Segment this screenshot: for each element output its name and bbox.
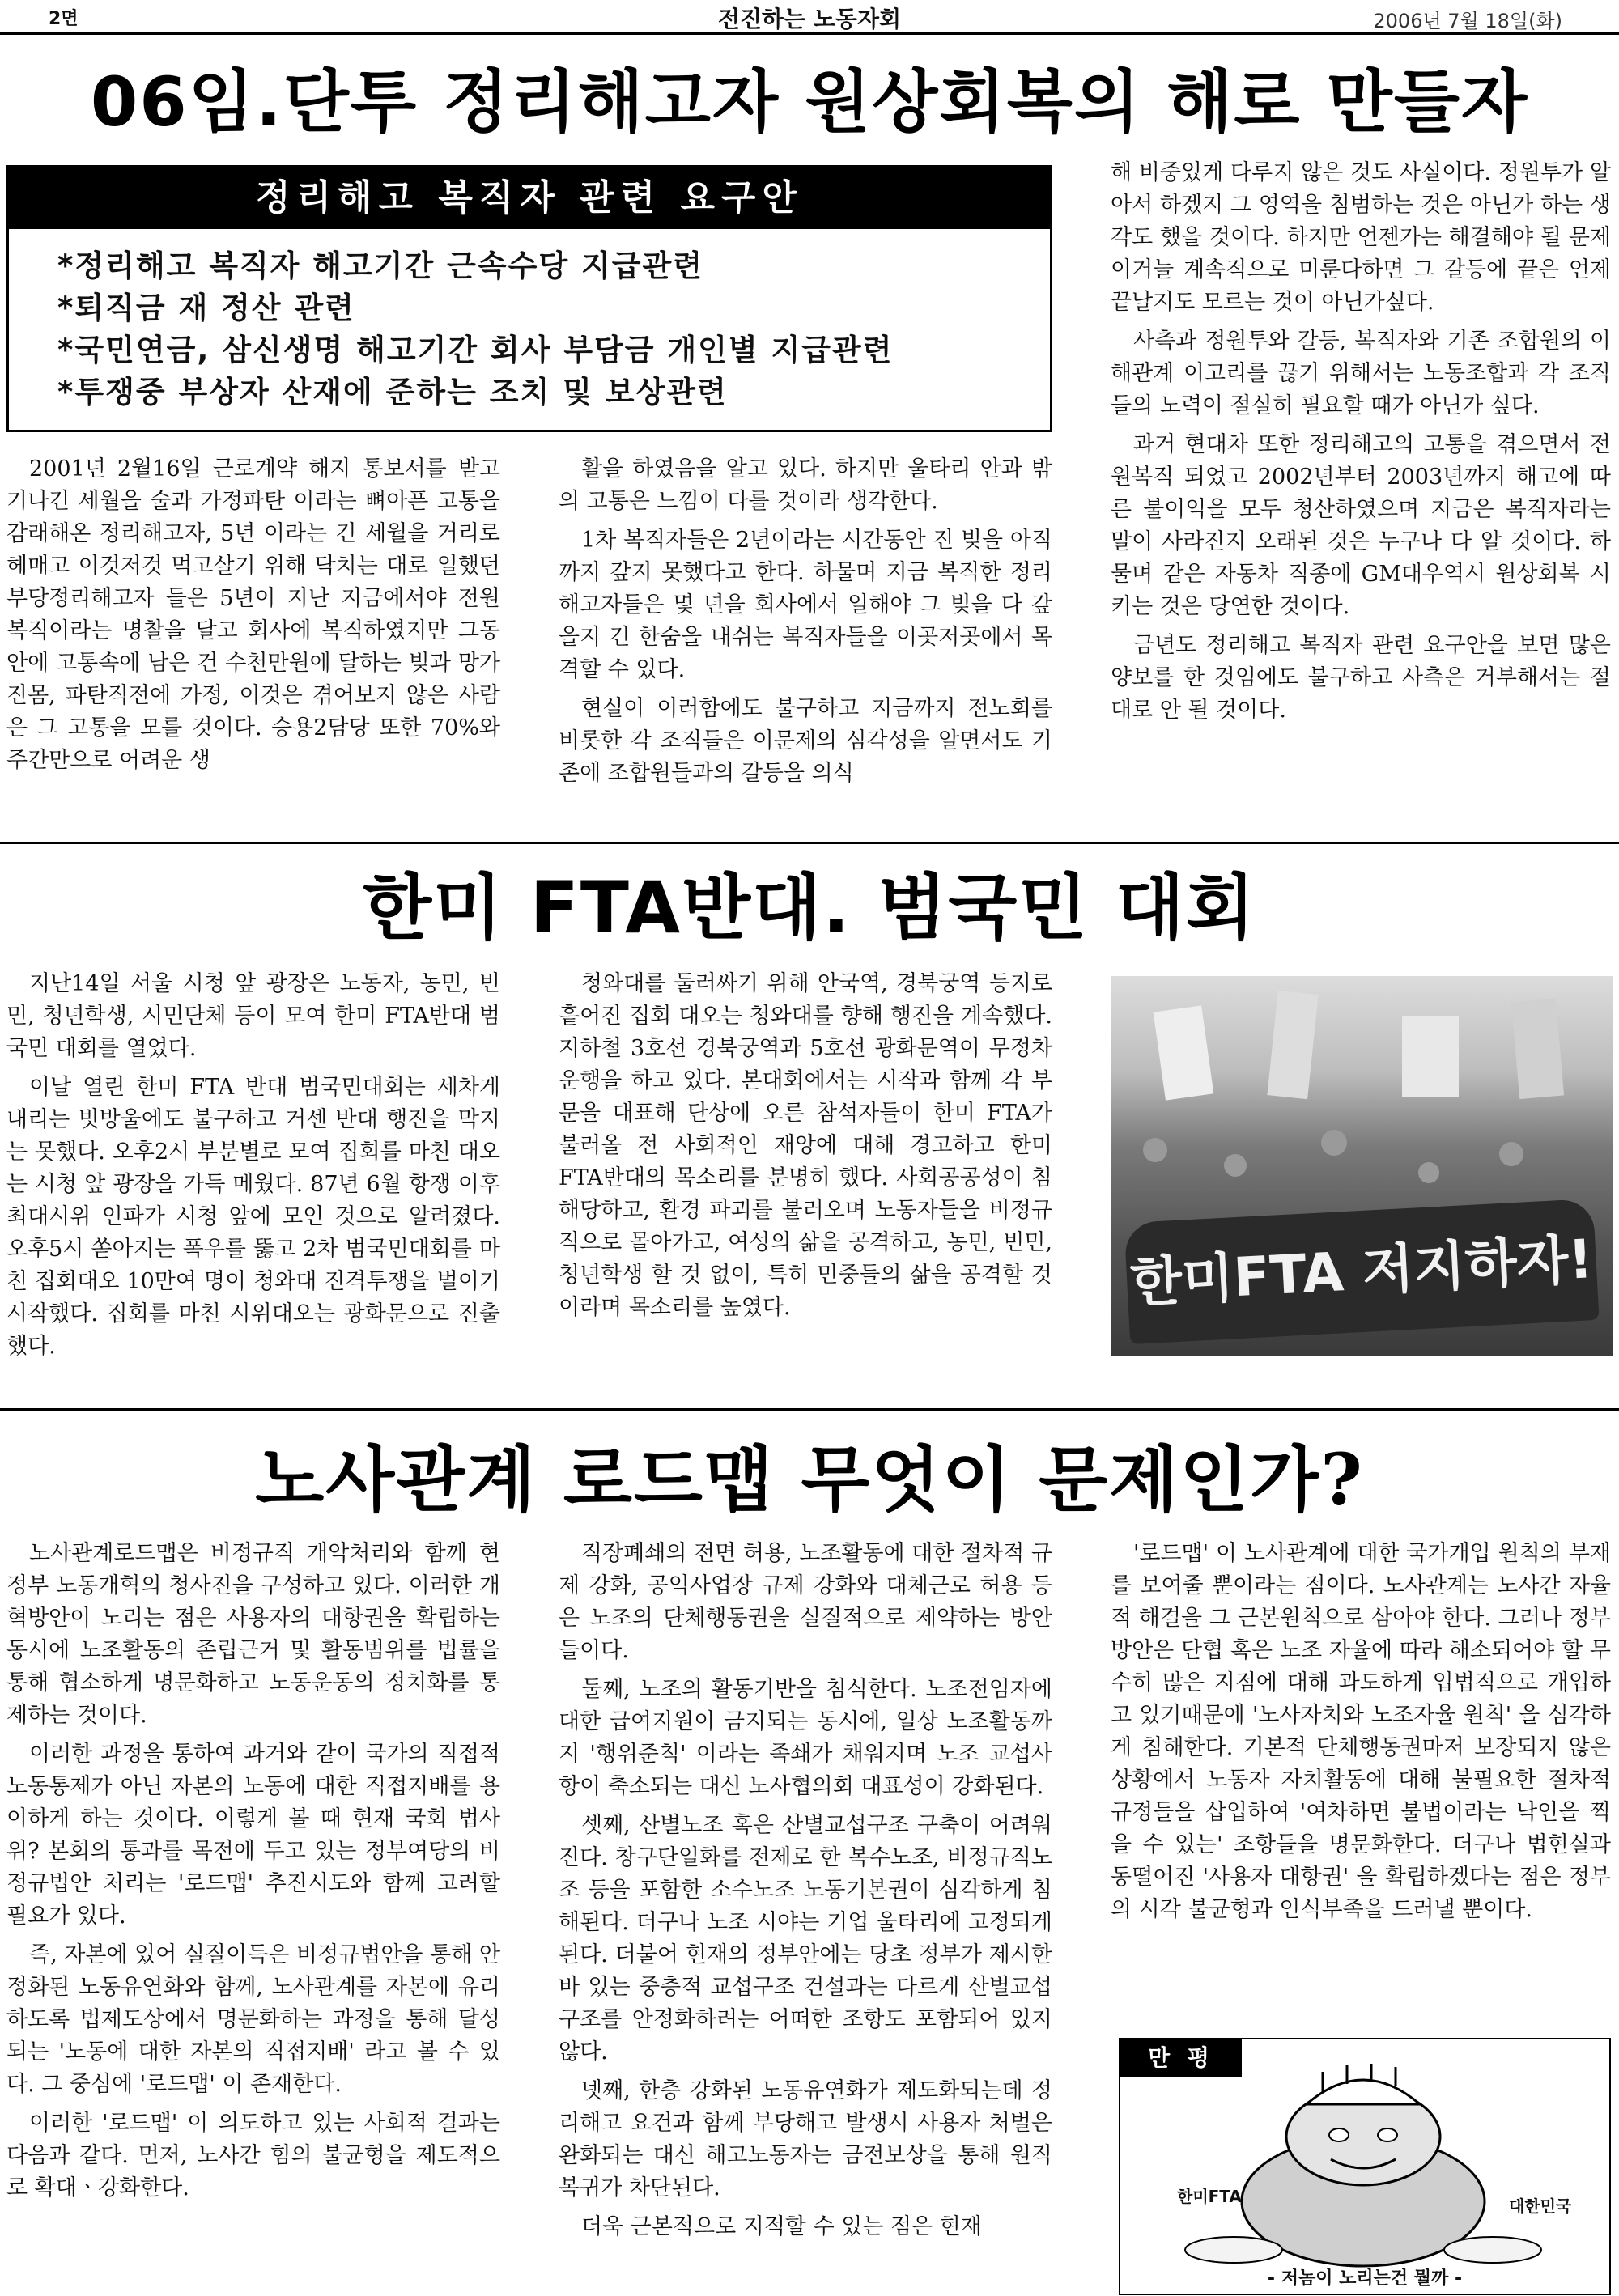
paragraph: 청와대를 둘러싸기 위해 안국역, 경북궁역 등지로 흩어진 집회 대오는 청와대를 향해 행진을 계속했다. 지하철 3호선 경북궁역과 5호선 광화문역이 무정차 운행을 하고 있다. 본대회에서는 시작과 함께 각 부문을 대표해 단상에 오른 참석자들이 한미 FTA가 불러올 전 사회적인 재앙에 대해 경고하고 한미 FTA반대의 목소리를 분명히 했다. 사회공공성이 침해당하고, 환경 파괴를 불러오며 노동자들을 비정규직으로 몰아가고, 여성의 삶을 공격하고, 농민, 빈민, 청년학생 할 것 없이, 특히 민중들의 삶을 공격할 것이라며 목소리를 높였다. (559, 971, 1052, 1320)
paragraph: '로드맵' 이 노사관계에 대한 국가개입 원칙의 부재를 보여줄 뿐이라는 점이다. 노사관계는 노사간 자율적 해결을 그 근본원칙으로 삼아야 한다. 그러나 정부방안은 단협 혹은 노조 자율에 따라 해소되어야 할 무수히 많은 지점에 대해 과도하게 입법적으로 개입하고 있기때문에 '노사자치와 노조자율 원칙' 을 심각하게 침해한다. 기본적 단체행동권마저 보장되지 않은 상황에서 노동자 자치활동에 대해 불필요한 절차적 규정들을 삽입하여 '여차하면 불법이라는 낙인을 찍을 수 있는' 조항들을 명문화한다. 더구나 법현실과 동떨어진 '사용자 대항권' 을 확립하겠다는 점은 정부의 시각 불균형과 인식부족을 드러낼 뿐이다. (1111, 1541, 1611, 1922)
paragraph: 2001년 2월16일 근로계약 해지 통보서를 받고 기나긴 세월을 술과 가정파탄 이라는 뼈아픈 고통을 감래해온 정리해고자, 5년 이라는 긴 세월을 거리로 헤매고 이것저것 먹고살기 위해 닥치는 대로 일했던 부당정리해고자 들은 5년이 지난 지금에서야 전원 복직이라는 명찰을 달고 회사에 복직하였지만 그동안에 고통속에 남은 건 수천만원에 달하는 빚과 망가진몸, 파탄직전에 가정, 이것은 겪어보지 않은 사람은 그 고통을 모를 것이다. 승용2담당 또한 70%와 주간만으로 어려운 생 (6, 456, 500, 773)
cartoon-label-left: 한미FTA (1177, 2187, 1242, 2206)
article1-column-2 (559, 453, 1052, 796)
article1-headline: 06임.단투 정리해고자 원상회복의 해로 만들자 (90, 62, 1529, 142)
paragraph: 사측과 정원투와 갈등, 복직자와 기존 조합원의 이해관계 이고리를 끊기 위해서는 노동조합과 각 조직들의 노력이 절실히 필요할 때가 아닌가 싶다. (1111, 329, 1611, 418)
article2-headline: 한미 FTA반대. 범국민 대회 (363, 866, 1256, 949)
flag-shape (1154, 1005, 1214, 1100)
demands-box (6, 165, 1052, 432)
section-divider (0, 1408, 1619, 1411)
paragraph: 둘째, 노조의 활동기반을 침식한다. 노조전임자에 대한 급여지원이 금지되는 동시에, 일상 노조활동까지 '행위준칙' 이라는 족쇄가 채워지며 노조 교섭사항이 축소되는 대신 노사협의회 대표성이 강화된다. (559, 1677, 1052, 1799)
paragraph: 직장폐쇄의 전면 허용, 노조활동에 대한 절차적 규제 강화, 공익사업장 규제 강화와 대체근로 허용 등은 노조의 단체행동권을 실질적으로 제약하는 방안들이다. (559, 1541, 1052, 1663)
paragraph: 과거 현대차 또한 정리해고의 고통을 겪으면서 전원복직 되었고 2002년부터 2003년까지 해고에 따른 불이익을 모두 청산하였으며 지금은 복직자라는 말이 사라진지 오래된 것은 누구나 다 알 것이다. 하물며 같은 자동차 직종에 GM대우역시 원상회복 시키는 것은 당연한 것이다. (1111, 432, 1611, 619)
article2-column-1 (6, 968, 500, 1369)
article3-column-2 (559, 1538, 1052, 2250)
page-header (0, 0, 1619, 35)
paragraph: 노사관계로드맵은 비정규직 개악처리와 함께 현정부 노동개혁의 청사진을 구성하고 있다. 이러한 개혁방안이 노리는 점은 사용자의 대항권을 확립하는 동시에 노조활동의 존립근거 및 활동범위를 법률을 통해 협소하게 명문화하고 노동운동의 정치화를 통제하는 것이다. (6, 1541, 500, 1728)
paragraph: 이날 열린 한미 FTA 반대 범국민대회는 세차게 내리는 빗방울에도 불구하고 거센 반대 행진을 막지는 못했다. 오후2시 부분별로 모여 집회를 마친 대오는 시청 앞 광장을 가득 메웠다. 87년 6월 항쟁 이후 최대시위 인파가 시청 앞에 모인 것으로 알려졌다. 오후5시 쏟아지는 폭우를 뚫고 2차 범국민대회를 마친 집회대오 10만여 명이 청와대 진격투쟁을 벌이기 시작했다. 집회를 마친 시위대오는 광화문으로 진출했다. (6, 1075, 500, 1359)
issue-date: 2006년 7월 18일(화) (1373, 10, 1562, 32)
crowd-shape (1499, 1142, 1523, 1166)
article3-headline: 노사관계 로드맵 무엇이 문제인가? (255, 1437, 1364, 1521)
article3-column-1 (6, 1538, 500, 2211)
crowd-shape (1418, 1162, 1439, 1183)
rally-photo (1111, 976, 1613, 1356)
demand-item: *국민연금, 삼신생명 해고기간 회사 부담금 개인별 지급관련 (57, 333, 894, 367)
demands-box-title: 정리해고 복직자 관련 요구안 (9, 168, 1050, 229)
cartoon-tag: 만 평 (1120, 2039, 1242, 2077)
editorial-cartoon (1119, 2038, 1611, 2295)
newspaper-name: 전진하는 노동자회 (717, 6, 902, 32)
page-number: 2면 (49, 9, 79, 29)
article2-column-2 (559, 968, 1052, 1330)
paragraph: 이러한 '로드맵' 이 의도하고 있는 사회적 결과는 다음과 같다. 먼저, 노사간 힘의 불균형을 제도적으로 확대ㆍ강화한다. (6, 2111, 500, 2201)
demand-item: *투쟁중 부상자 산재에 준하는 조치 및 보상관련 (57, 375, 728, 410)
paragraph: 금년도 정리해고 복직자 관련 요구안을 보면 많은 양보를 한 것임에도 불구하고 사측은 거부해서는 절대로 안 될 것이다. (1111, 633, 1611, 723)
demand-item: *퇴직금 재 정산 관련 (57, 291, 355, 325)
article1-column-1 (6, 453, 500, 783)
paragraph: 지난14일 서울 시청 앞 광장은 노동자, 농민, 빈민, 청년학생, 시민단체 등이 모여 한미 FTA반대 범국민 대회를 열었다. (6, 971, 500, 1061)
demand-item: *정리해고 복직자 해고기간 근속수당 지급관련 (57, 248, 703, 283)
flag-shape (1267, 991, 1318, 1100)
paragraph: 1차 복직자들은 2년이라는 시간동안 진 빚을 아직까지 갚지 못했다고 한다. 하물며 지금 복직한 정리해고자들은 몇 년을 회사에서 일해야 그 빚을 다 갚을지 긴 한숨을 내쉬는 복직자들을 이곳저곳에서 목격할 수 있다. (559, 528, 1052, 682)
photo-banner: 한미FTA 저지하자! (1124, 1199, 1599, 1344)
flag-shape (1511, 999, 1564, 1099)
article1-column-3 (1111, 157, 1611, 733)
cartoon-caption: - 저놈이 노리는건 뭘까 - (1267, 2268, 1463, 2289)
section-divider (0, 842, 1619, 844)
paragraph: 셋째, 산별노조 혹은 산별교섭구조 구축이 어려워진다. 창구단일화를 전제로 한 복수노조, 비정규직노조 등을 포함한 소수노조 노동기본권이 심각하게 침해된다. 더구나 노조 시야는 기업 울타리에 고정되게 된다. 더불어 현재의 정부안에는 당초 정부가 제시한 바 있는 중층적 교섭구조 건설과는 다르게 산별교섭구조를 안정화하려는 어떠한 조항도 포함되어 있지 않다. (559, 1813, 1052, 2065)
paragraph: 넷째, 한층 강화된 노동유연화가 제도화되는데 정리해고 요건과 함께 부당해고 발생시 사용자 처벌은 완화되는 대신 해고노동자는 금전보상을 통해 원직복귀가 차단된다. (559, 2078, 1052, 2201)
demands-list (57, 245, 894, 414)
paragraph: 해 비중있게 다루지 않은 것도 사실이다. 정원투가 알아서 하겠지 그 영역을 침범하는 것은 아닌가 하는 생각도 했을 것이다. 하지만 언젠가는 해결해야 될 문제이거늘 계속적으로 미룬다하면 그 갈등에 끝은 언제 끝날지도 모르는 것이 아닌가싶다. (1111, 160, 1611, 315)
crowd-shape (1224, 1154, 1247, 1177)
flag-shape (1402, 1016, 1459, 1097)
paragraph: 현실이 이러함에도 불구하고 지금까지 전노회를 비롯한 각 조직들은 이문제의 심각성을 알면서도 기존에 조합원들과의 갈등을 의식 (559, 696, 1052, 786)
cartoon-drawing (1120, 2039, 1609, 2294)
article3-column-3 (1111, 1538, 1611, 1933)
paragraph: 즉, 자본에 있어 실질이득은 비정규법안을 통해 안정화된 노동유연화와 함께, 노사관계를 자본에 유리하도록 법제도상에서 명문화하는 과정을 통해 달성되는 '노동에 대한 자본의 직접지배' 라고 볼 수 있다. 그 중심에 '로드맵' 이 존재한다. (6, 1942, 500, 2097)
cartoon-label-right: 대한민국 (1509, 2196, 1572, 2216)
crowd-shape (1321, 1130, 1347, 1156)
paragraph: 더욱 근본적으로 지적할 수 있는 점은 현재 (581, 2214, 982, 2239)
crowd-shape (1143, 1138, 1167, 1162)
paragraph: 이러한 과정을 통하여 과거와 같이 국가의 직접적 노동통제가 아닌 자본의 노동에 대한 직접지배를 용이하게 하는 것이다. 이렇게 볼 때 현재 국회 법사위? 본회의 통과를 목전에 두고 있는 정부여당의 비정규법안 처리는 '로드맵' 추진시도와 함께 고려할 필요가 있다. (6, 1742, 500, 1929)
paragraph: 활을 하였음을 알고 있다. 하지만 울타리 안과 밖의 고통은 느낌이 다를 것이라 생각한다. (559, 456, 1052, 514)
